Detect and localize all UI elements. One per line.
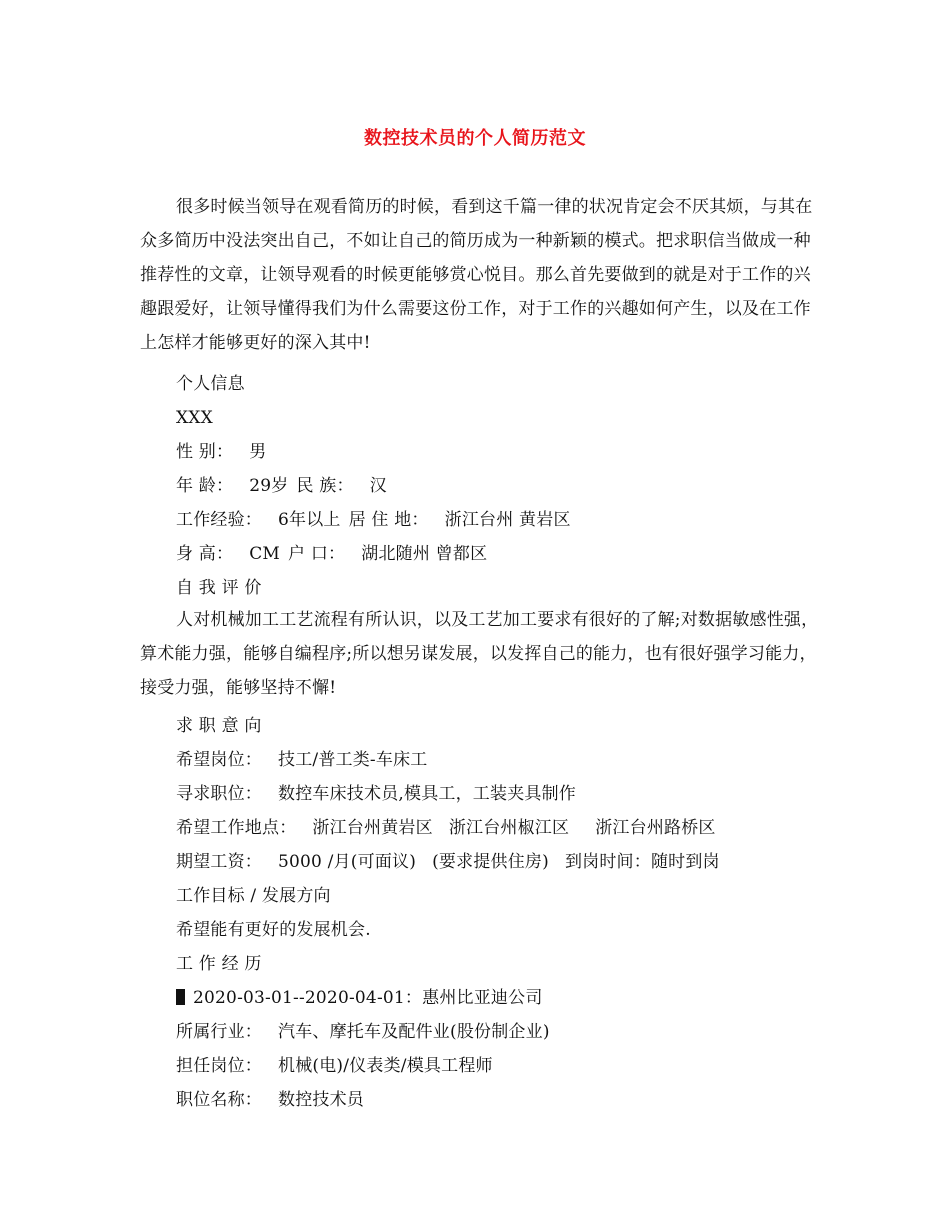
name-value: XXX [176,408,213,428]
self-evaluation-heading: 自 我 评 价 [176,578,262,598]
age-value: 29岁 [249,476,289,496]
work-entry-period-row [176,988,543,1008]
hukou-label: 户 口： [288,544,346,564]
job-title-row [176,1090,364,1110]
hukou-value: 湖北随州 曾都区 [361,544,488,564]
height-value: CM [249,544,281,564]
personal-info-heading: 个人信息 [176,374,245,394]
arrival-value: 随时到岗 [650,852,720,872]
desired-position-row [176,750,427,770]
post-label: 担任岗位： [176,1056,262,1076]
salary-row [176,852,720,872]
gender-value: 男 [249,442,267,462]
experience-label: 工作经验： [176,510,262,530]
work-location-label: 希望工作地点： [176,818,297,838]
job-title-label: 职位名称： [176,1090,262,1110]
self-evaluation-paragraph: 人对机械加工工艺流程有所认识，以及工艺加工要求有很好的了解;对数据敏感性强，算术能力强，能够自编程序;所以想另谋发展，以发挥自己的能力，也有很好强学习能力，接受力强，能够坚持不懈! [140,610,819,698]
gender-label: 性 别： [176,442,234,462]
salary-label: 期望工资： [176,852,262,872]
residence-value: 浙江台州 黄岩区 [444,510,571,530]
work-entry-period-company: 2020-03-01--2020-04-01：惠州比亚迪公司 [193,988,543,1008]
seeking-position-value: 数控车床技术员,模具工，工装夹具制作 [278,784,577,804]
residence-label: 居 住 地： [348,510,429,530]
housing-requirement: (要求提供住房) [432,852,549,872]
document-title: 数控技术员的个人简历范文 [364,128,586,149]
industry-value: 汽车、摩托车及配件业(股份制企业) [278,1022,550,1042]
desired-position-label: 希望岗位： [176,750,262,770]
salary-value: 5000 /月(可面议) [278,852,417,872]
work-location-row [176,818,716,838]
work-goal-heading: 工作目标 / 发展方向 [176,886,331,906]
job-title-value: 数控技术员 [278,1090,364,1110]
work-location-2: 浙江台州椒江区 [448,818,570,838]
post-row [176,1056,493,1076]
work-location-1: 浙江台州黄岩区 [312,818,433,838]
seeking-position-label: 寻求职位： [176,784,262,804]
age-label: 年 龄： [176,476,234,496]
gender-row [176,442,266,462]
desired-position-value: 技工/普工类-车床工 [278,750,428,770]
age-row [176,476,387,496]
arrival-label: 到岗时间： [564,852,651,872]
ethnicity-label: 民 族： [296,476,354,496]
experience-row [176,510,571,530]
work-location-3: 浙江台州路桥区 [595,818,716,838]
intro-paragraph: 很多时候当领导在观看简历的时候，看到这千篇一律的状况肯定会不厌其烦，与其在众多简历中没法突出自己，不如让自己的简历成为一种新颖的模式。把求职信当做成一种推荐性的文章，让领导观看的时候更能够赏心悦目。那么首先要做到的就是对于工作的兴趣跟爱好，让领导懂得我们为什么需要这份工作，对于工作的兴趣如何产生，以及在工作上怎样才能够更好的深入其中! [140,197,813,353]
post-value: 机械(电)/仪表类/模具工程师 [278,1056,493,1076]
seeking-position-row [176,784,576,804]
industry-row [176,1022,550,1042]
height-row [176,544,487,564]
job-intent-heading: 求 职 意 向 [176,716,262,736]
ethnicity-value: 汉 [369,476,387,496]
bullet-icon [176,989,185,1005]
work-history-heading: 工 作 经 历 [176,954,262,974]
height-label: 身 高： [176,544,234,564]
industry-label: 所属行业： [176,1022,262,1042]
work-goal-text: 希望能有更好的发展机会. [176,920,371,940]
experience-value: 6年以上 [278,510,341,530]
